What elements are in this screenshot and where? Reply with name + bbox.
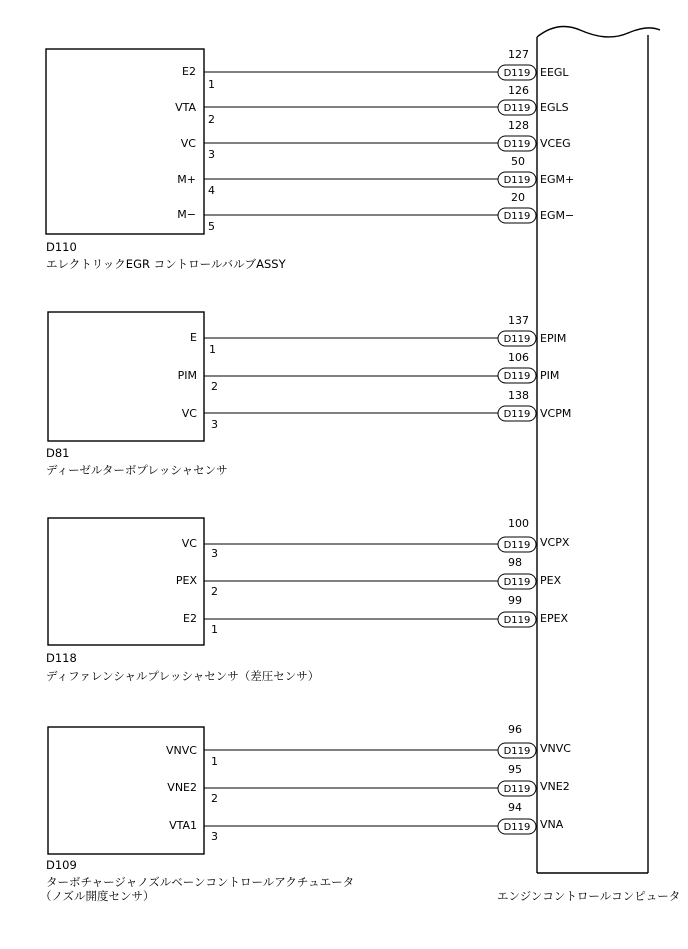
ecu-top-edge bbox=[537, 26, 660, 37]
wire bbox=[169, 801, 564, 843]
ecu-pin-number: 98 bbox=[508, 556, 522, 569]
ecu-signal: VNE2 bbox=[540, 780, 570, 793]
ecu-pin-number: 106 bbox=[508, 351, 529, 364]
pin-label: PIM bbox=[177, 369, 197, 382]
pin-number: 1 bbox=[208, 78, 215, 91]
ecu-pin-number: 127 bbox=[508, 48, 529, 61]
wire bbox=[166, 723, 571, 768]
ecu-signal: VCPM bbox=[540, 407, 572, 420]
ecu-signal: EPEX bbox=[540, 612, 569, 625]
pin-label: E2 bbox=[182, 65, 196, 78]
pin-number: 5 bbox=[208, 220, 215, 233]
ecu-signal: EGLS bbox=[540, 101, 569, 114]
component-code: D110 bbox=[46, 240, 77, 254]
pin-label: E2 bbox=[183, 612, 197, 625]
ecu-signal: VCEG bbox=[540, 137, 571, 150]
component-name: ディファレンシャルプレッシャセンサ（差圧センサ） bbox=[46, 669, 320, 683]
pin-label: PEX bbox=[175, 574, 197, 587]
connector-code: D119 bbox=[503, 784, 531, 795]
ecu-pin-number: 95 bbox=[508, 763, 522, 776]
pin-label: M− bbox=[177, 208, 196, 221]
pin-number: 1 bbox=[209, 343, 216, 356]
connector-code: D119 bbox=[503, 139, 531, 150]
connector-code: D119 bbox=[503, 211, 531, 222]
pin-label: VNE2 bbox=[167, 781, 197, 794]
wire bbox=[182, 389, 572, 431]
connector-code: D119 bbox=[503, 371, 531, 382]
ecu-pin-number: 100 bbox=[508, 517, 529, 530]
pin-number: 3 bbox=[211, 547, 218, 560]
connector-code: D119 bbox=[503, 175, 531, 186]
component-code: D81 bbox=[46, 446, 70, 460]
component-code: D109 bbox=[46, 858, 77, 872]
pin-number: 1 bbox=[211, 623, 218, 636]
connector-code: D119 bbox=[503, 746, 531, 757]
ecu-pin-number: 126 bbox=[508, 84, 529, 97]
wire bbox=[176, 556, 562, 598]
pin-number: 2 bbox=[211, 585, 218, 598]
component-d118 bbox=[46, 517, 570, 683]
ecu-pin-number: 96 bbox=[508, 723, 522, 736]
pin-number: 2 bbox=[211, 380, 218, 393]
ecu-signal: EEGL bbox=[540, 66, 569, 79]
connector-code: D119 bbox=[503, 615, 531, 626]
pin-number: 2 bbox=[208, 113, 215, 126]
component-d81 bbox=[46, 312, 571, 477]
ecu-pin-number: 50 bbox=[511, 155, 525, 168]
connector-code: D119 bbox=[503, 540, 531, 551]
wire bbox=[177, 191, 574, 233]
ecu-pin-number: 138 bbox=[508, 389, 529, 402]
ecu-pin-number: 137 bbox=[508, 314, 529, 327]
component-name: ターボチャージャノズルベーンコントロールアクチュエータ bbox=[46, 875, 355, 889]
connector-code: D119 bbox=[503, 103, 531, 114]
ecu-caption: エンジンコントロールコンピュータ bbox=[497, 889, 681, 903]
connector-code: D119 bbox=[503, 334, 531, 345]
ecu-pin-number: 94 bbox=[508, 801, 522, 814]
wire bbox=[190, 314, 566, 356]
component-name: ディーゼルターボプレッシャセンサ bbox=[46, 463, 228, 477]
wire bbox=[167, 763, 569, 805]
connector-code: D119 bbox=[503, 68, 531, 79]
pin-number: 4 bbox=[208, 184, 215, 197]
pin-number: 3 bbox=[211, 830, 218, 843]
connector-code: D119 bbox=[503, 577, 531, 588]
pin-label: E bbox=[190, 331, 197, 344]
ecu-signal: EPIM bbox=[540, 332, 567, 345]
ecu-signal: EGM− bbox=[540, 209, 575, 222]
component-name-sub: （ノズル開度センサ） bbox=[40, 889, 155, 903]
ecu-signal: EGM+ bbox=[540, 173, 575, 186]
pin-label: VC bbox=[180, 137, 196, 150]
ecu-signal: VCPX bbox=[540, 536, 570, 549]
component-d110 bbox=[46, 48, 574, 271]
pin-label: VC bbox=[181, 407, 197, 420]
component-name: エレクトリックEGR コントロールバルブASSY bbox=[46, 257, 286, 271]
ecu-signal: VNVC bbox=[540, 742, 571, 755]
pin-number: 2 bbox=[211, 792, 218, 805]
pin-number: 1 bbox=[211, 755, 218, 768]
ecu-pin-number: 128 bbox=[508, 119, 529, 132]
wire bbox=[183, 594, 568, 636]
connector-code: D119 bbox=[503, 409, 531, 420]
pin-label: VTA bbox=[175, 101, 196, 114]
ecu-signal: VNA bbox=[540, 818, 564, 831]
pin-label: VC bbox=[181, 537, 197, 550]
ecu-signal: PIM bbox=[540, 369, 560, 382]
ecu-signal: PEX bbox=[540, 574, 562, 587]
pin-label: M+ bbox=[177, 173, 196, 186]
wire bbox=[182, 517, 570, 560]
component-code: D118 bbox=[46, 651, 77, 665]
ecu-pin-number: 99 bbox=[508, 594, 522, 607]
wire bbox=[178, 351, 560, 393]
pin-label: VNVC bbox=[166, 744, 197, 757]
connector-code: D119 bbox=[503, 822, 531, 833]
pin-label: VTA1 bbox=[169, 819, 197, 832]
ecu-pin-number: 20 bbox=[511, 191, 525, 204]
pin-number: 3 bbox=[208, 148, 215, 161]
component-d109 bbox=[40, 723, 571, 903]
pin-number: 3 bbox=[211, 418, 218, 431]
